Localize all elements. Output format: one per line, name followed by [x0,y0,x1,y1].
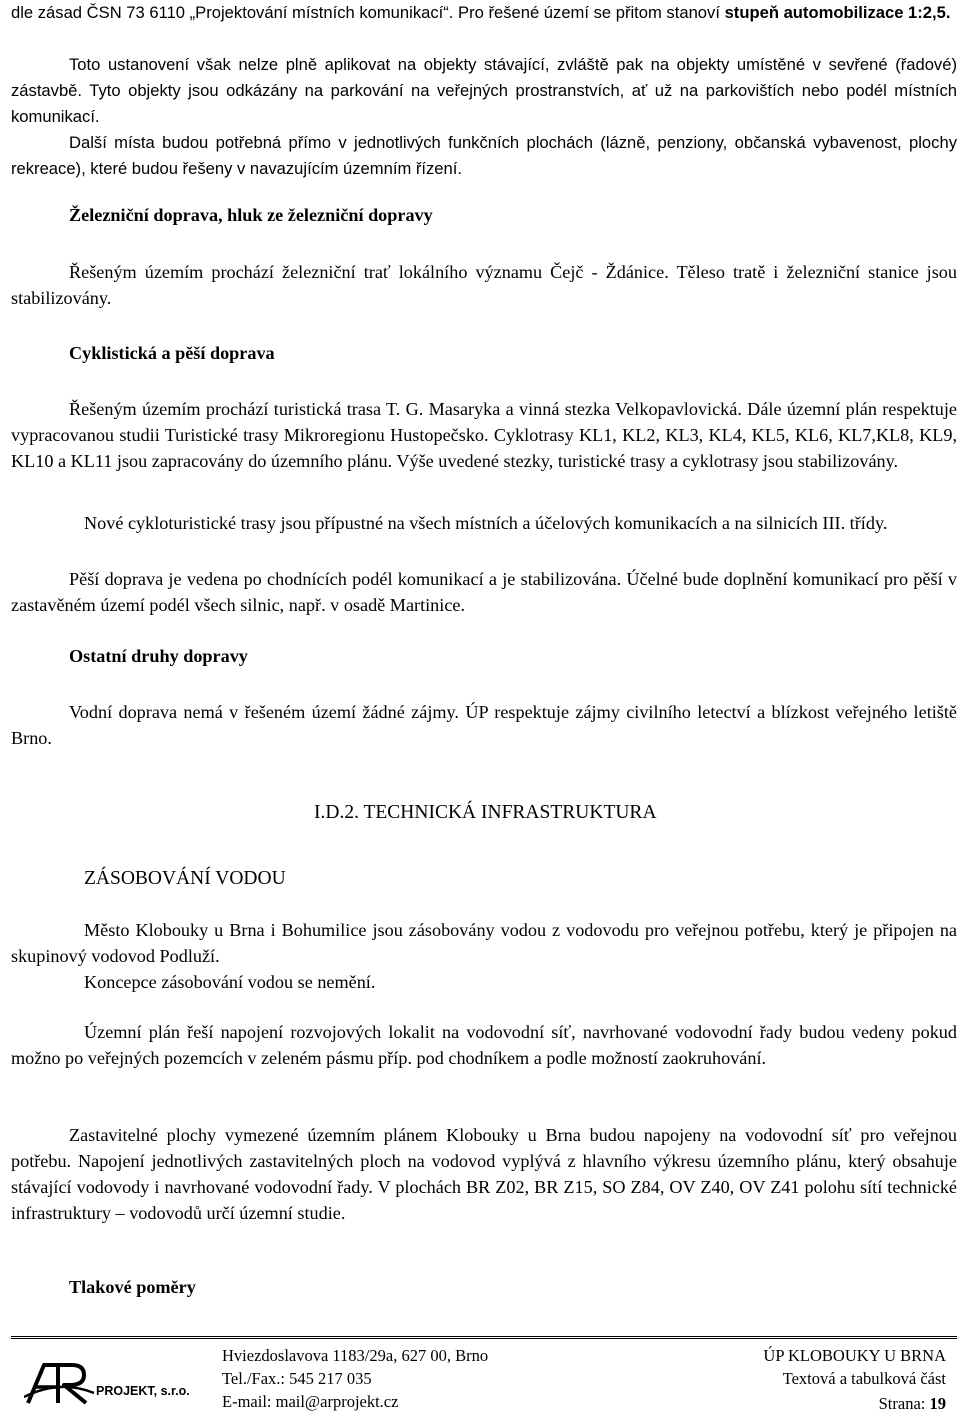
other-transport-heading: Ostatní druhy dopravy [69,646,248,666]
page-label: Strana: [878,1394,930,1413]
page-number: 19 [929,1394,946,1413]
other-transport-paragraph: Vodní doprava nemá v řešeném území žádné zájmy. ÚP respektuje zájmy civilního letectví a blízkost veřejného letiště Brno. [11,702,957,748]
logo-company-name: PROJEKT, s.r.o. [96,1384,190,1398]
cycle-heading: Cyklistická a pěší doprava [69,343,275,363]
water-development-paragraph: Zastavitelné plochy vymezené územním plánem Klobouky u Brna budou napojeny na vodovodní síť pro veřejnou potřebu. Napojení jednotlivých zastavitelných ploch na vodovod vyplývá z hlavního výkresu územního plánu, který obsahuje stávající vodovody i navrhované vodovodní řady. V plochách BR Z02, BR Z15, SO Z84, OV Z40, OV Z41 polohu sítí technické infrastruktury – vodovodů určí územní studie. [11,1125,957,1223]
footer-phone: Tel./Fax.: 545 217 035 [222,1369,372,1388]
footer-divider [11,1336,957,1339]
existing-buildings-paragraph: Toto ustanovení však nelze plně aplikovat na objekty stávající, zvláště pak na objekty umístěné v sevřené (řadové) zástavbě. Tyto objekty jsou odkázány na parkování na veřejných prostranstvích, ať už na parkovištích nebo podél místních komunikací. [11,55,957,126]
footer-document-title: ÚP KLOBOUKY U BRNA [763,1346,946,1365]
intro-paragraph [11,0,957,26]
water-supply-title: ZÁSOBOVÁNÍ VODOU [84,868,286,889]
footer-page [879,1394,946,1414]
functional-areas-paragraph: Další místa budou potřebná přímo v jednotlivých funkčních plochách (lázně, penziony, občanská vybavenost, plochy rekreace), které budou řešeny v navazujícím územním řízení. [11,133,957,178]
pressure-heading: Tlakové poměry [69,1277,196,1297]
intro-text: dle zásad ČSN 73 6110 „Projektování místních komunikací“. Pro řešené území se přitom stanoví [11,3,725,22]
water-supply-paragraph: Město Klobouky u Brna i Bohumilice jsou zásobovány vodou z vodovodu pro veřejnou potřebu, který je připojen na skupinový vodovod Podluží. [11,920,957,966]
cycle-routes-paragraph: Nové cykloturistické trasy jsou přípustné na všech místních a účelových komunikacích a na silnicích III. třídy. [84,513,888,533]
footer-email: E-mail: mail@arprojekt.cz [222,1392,399,1411]
company-logo [24,1357,194,1407]
rail-paragraph: Řešeným územím prochází železniční trať lokálního významu Čejč - Ždánice. Těleso tratě i železniční stanice jsou stabilizovány. [11,262,957,308]
water-network-paragraph: Územní plán řeší napojení rozvojových lokalit na vodovodní síť, navrhované vodovodní řady budou vedeny pokud možno po veřejných pozemcích v zeleném pásmu příp. pod chodníkem a podle možností zaokruhování. [11,1022,957,1068]
cycle-paragraph: Řešeným územím prochází turistická trasa T. G. Masaryka a vinná stezka Velkopavlovická. Dále územní plán respektuje vypracovanou studii Turistické trasy Mikroregionu Hustopečsko. Cyklotrasy KL1, KL2, KL3, KL4, KL5, KL6, KL7,KL8, KL9, KL10 a KL11 jsou zapracovány do územního plánu. Výše uvedené stezky, turistické trasy a cyklotrasy jsou stabilizovány. [11,399,957,471]
intro-bold-text: stupeň automobilizace 1:2,5. [724,3,951,22]
footer-document-part: Textová a tabulková část [782,1369,946,1388]
footer-address: Hviezdoslavova 1183/29a, 627 00, Brno [222,1346,489,1365]
section-title: I.D.2. TECHNICKÁ INFRASTRUKTURA [314,802,657,823]
rail-heading: Železniční doprava, hluk ze železniční dopravy [69,205,433,225]
water-concept-line: Koncepce zásobování vodou se nemění. [84,972,376,992]
pedestrian-paragraph: Pěší doprava je vedena po chodnících podél komunikací a je stabilizována. Účelné bude doplnění komunikací pro pěší v zastavěném území podél všech silnic, např. v osadě Martinice. [11,569,957,615]
